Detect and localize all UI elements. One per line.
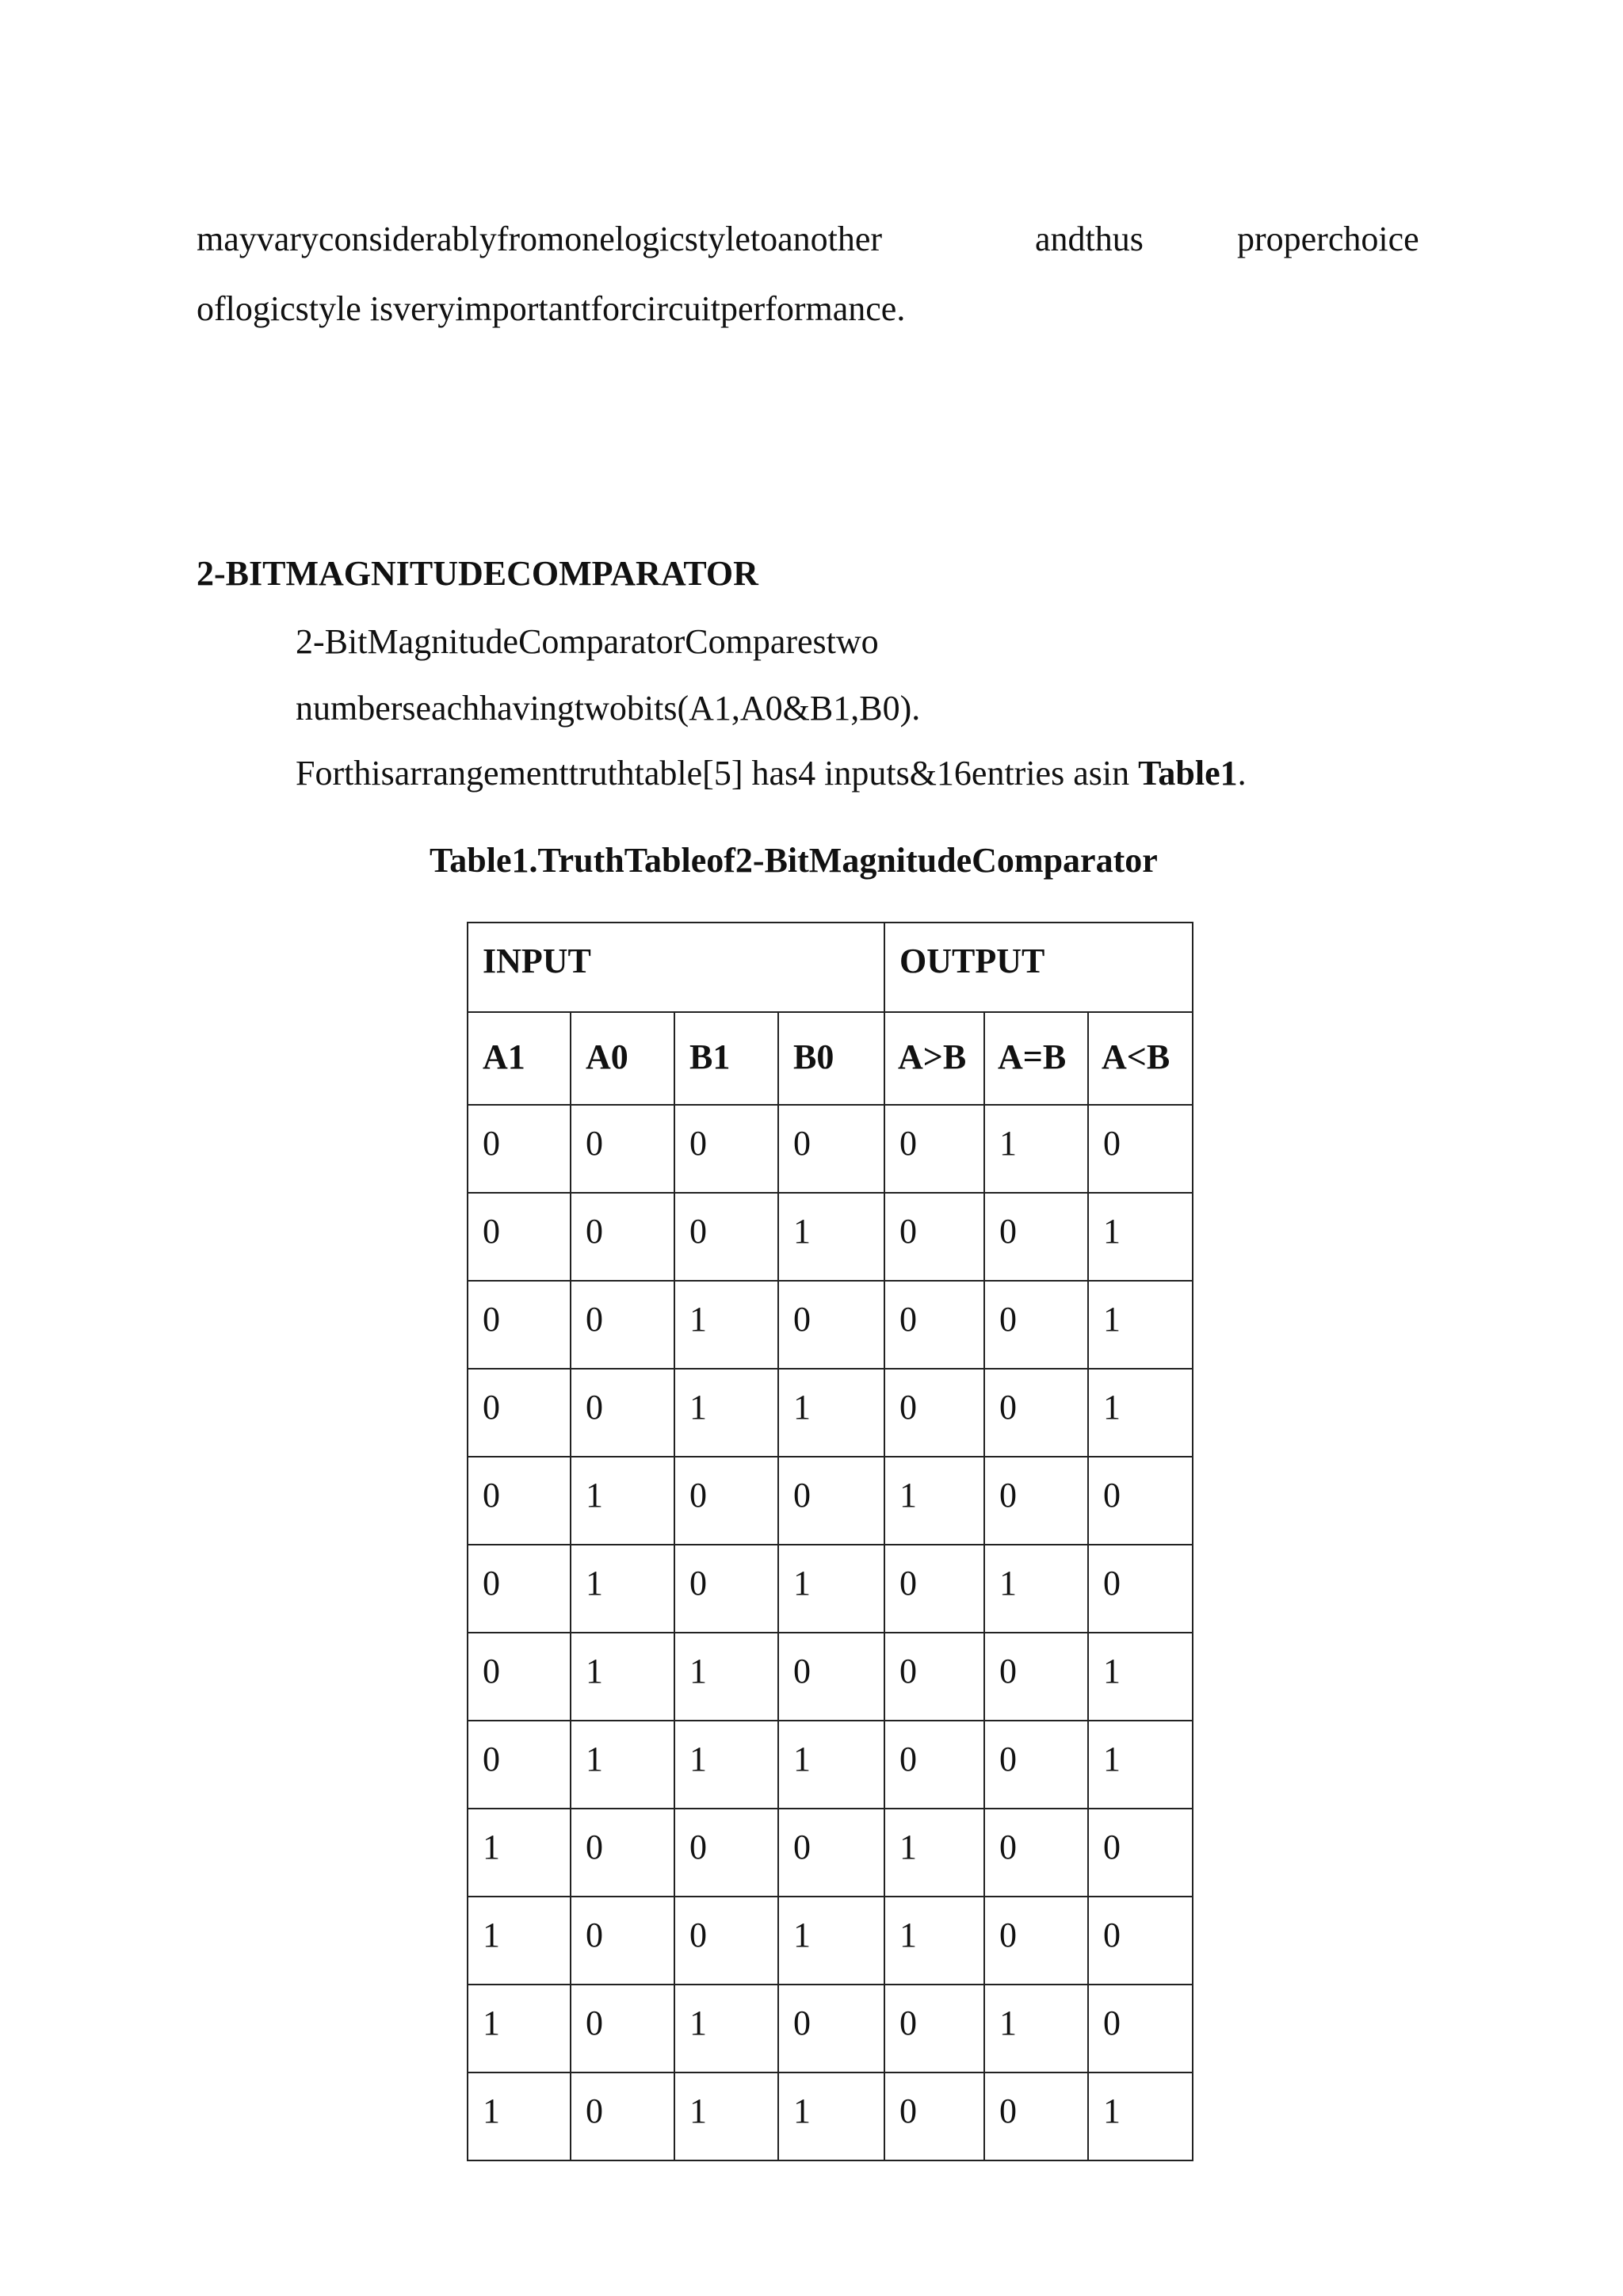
table-row	[468, 1105, 1193, 1193]
table-cell: 0	[984, 1457, 1088, 1545]
column-header-row	[468, 1012, 1193, 1105]
output-group-header: OUTPUT	[884, 923, 1193, 1012]
column-header-a1: A1	[468, 1012, 571, 1105]
table-cell: 0	[984, 1633, 1088, 1721]
table-cell: 0	[674, 1457, 778, 1545]
table-cell: 0	[984, 1281, 1088, 1369]
table-cell: 1	[571, 1721, 674, 1809]
table-cell: 0	[884, 1369, 984, 1457]
table-cell: 0	[571, 1281, 674, 1369]
table-row	[468, 1281, 1193, 1369]
table-cell: 1	[884, 1457, 984, 1545]
table-cell: 0	[778, 1105, 884, 1193]
column-header-b0: B0	[778, 1012, 884, 1105]
paragraph-line-1: 2-BitMagnitudeComparatorComparestwo	[296, 622, 879, 661]
table-cell: 0	[778, 1633, 884, 1721]
table-cell: 1	[674, 1721, 778, 1809]
table-cell: 0	[674, 1897, 778, 1985]
table-cell: 1	[674, 2073, 778, 2160]
paragraph-line-3-end: .	[1237, 754, 1247, 793]
table-cell: 0	[1088, 1457, 1193, 1545]
table-cell: 0	[1088, 1809, 1193, 1897]
table-cell: 1	[884, 1897, 984, 1985]
table-cell: 0	[674, 1193, 778, 1281]
input-group-header: INPUT	[468, 923, 884, 1012]
table-cell: 0	[884, 1985, 984, 2073]
table-cell: 1	[571, 1633, 674, 1721]
table-cell: 0	[468, 1721, 571, 1809]
table-cell: 0	[468, 1193, 571, 1281]
table-cell: 0	[1088, 1985, 1193, 2073]
table-cell: 0	[884, 2073, 984, 2160]
table-cell: 0	[468, 1545, 571, 1633]
group-header-row	[468, 923, 1193, 1012]
intro-text-andthus: andthus	[1035, 220, 1144, 258]
column-header-b1: B1	[674, 1012, 778, 1105]
table-cell: 1	[778, 1897, 884, 1985]
table-cell: 0	[778, 1281, 884, 1369]
table-cell: 1	[984, 1545, 1088, 1633]
table-cell: 0	[984, 1721, 1088, 1809]
table-cell: 0	[468, 1281, 571, 1369]
truth-table	[467, 922, 1193, 2161]
intro-text-line-2: oflogicstyle isveryimportantforcircuitperformance.	[197, 289, 906, 328]
table-cell: 1	[1088, 1721, 1193, 1809]
table-cell: 0	[884, 1193, 984, 1281]
table-cell: 0	[778, 1809, 884, 1897]
table-cell: 1	[674, 1633, 778, 1721]
table-cell: 0	[571, 2073, 674, 2160]
table-row	[468, 1897, 1193, 1985]
table-cell: 0	[984, 1809, 1088, 1897]
column-header-a-greater-b: A>B	[884, 1012, 984, 1105]
table-cell: 0	[571, 1105, 674, 1193]
paragraph-line-2: numberseachhavingtwobits(A1,A0&B1,B0).	[296, 689, 921, 728]
table-cell: 0	[571, 1985, 674, 2073]
table-row	[468, 1809, 1193, 1897]
table-cell: 1	[468, 1985, 571, 2073]
table-cell: 0	[884, 1105, 984, 1193]
table-cell: 0	[674, 1809, 778, 1897]
table-cell: 1	[1088, 1193, 1193, 1281]
table-cell: 0	[884, 1633, 984, 1721]
table-cell: 1	[674, 1281, 778, 1369]
table-cell: 0	[984, 1193, 1088, 1281]
column-header-a-equal-b: A=B	[984, 1012, 1088, 1105]
table-cell: 0	[674, 1105, 778, 1193]
table-row	[468, 1633, 1193, 1721]
table-cell: 0	[468, 1633, 571, 1721]
intro-text-line-1: mayvaryconsiderablyfromonelogicstyletoanother	[197, 220, 883, 258]
table-cell: 0	[778, 1985, 884, 2073]
table-cell: 1	[778, 1545, 884, 1633]
table-cell: 1	[674, 1985, 778, 2073]
table-cell: 1	[674, 1369, 778, 1457]
intro-text-properchoice: properchoice	[1237, 220, 1419, 258]
table-cell: 0	[984, 1897, 1088, 1985]
table-cell: 1	[1088, 1633, 1193, 1721]
table-row	[468, 1369, 1193, 1457]
table-row	[468, 1457, 1193, 1545]
table-cell: 1	[778, 1369, 884, 1457]
column-header-a0: A0	[571, 1012, 674, 1105]
table-cell: 0	[884, 1721, 984, 1809]
table-caption: Table1.TruthTableof2-BitMagnitudeComparator	[430, 841, 1158, 880]
table-cell: 1	[884, 1809, 984, 1897]
table-cell: 0	[571, 1897, 674, 1985]
table-cell: 0	[674, 1545, 778, 1633]
table-cell: 1	[468, 1897, 571, 1985]
table-cell: 1	[468, 1809, 571, 1897]
table-cell: 0	[884, 1281, 984, 1369]
table-cell: 1	[571, 1457, 674, 1545]
table-cell: 1	[571, 1545, 674, 1633]
table-cell: 1	[778, 2073, 884, 2160]
table-cell: 0	[571, 1193, 674, 1281]
table-row	[468, 2073, 1193, 2160]
paragraph-line-3-text: Forthisarrangementtruthtable[5] has4 inputs&16entries asin	[296, 754, 1139, 793]
table-cell: 1	[984, 1985, 1088, 2073]
table-cell: 1	[778, 1721, 884, 1809]
table-cell: 0	[1088, 1105, 1193, 1193]
table-cell: 0	[468, 1457, 571, 1545]
table-cell: 0	[984, 1369, 1088, 1457]
table-cell: 0	[468, 1369, 571, 1457]
table-cell: 1	[1088, 2073, 1193, 2160]
table-cell: 0	[571, 1369, 674, 1457]
table-cell: 0	[571, 1809, 674, 1897]
table-cell: 1	[1088, 1369, 1193, 1457]
table-cell: 0	[468, 1105, 571, 1193]
table-row	[468, 1193, 1193, 1281]
table-cell: 1	[984, 1105, 1088, 1193]
table-cell: 0	[884, 1545, 984, 1633]
table-row	[468, 1985, 1193, 2073]
table-cell: 1	[468, 2073, 571, 2160]
section-heading: 2-BITMAGNITUDECOMPARATOR	[197, 554, 758, 593]
paragraph-line-3	[296, 756, 1247, 791]
table-row	[468, 1721, 1193, 1809]
table-cell: 0	[1088, 1897, 1193, 1985]
table-cell: 0	[778, 1457, 884, 1545]
table-cell: 1	[778, 1193, 884, 1281]
table-cell: 1	[1088, 1281, 1193, 1369]
table-row	[468, 1545, 1193, 1633]
table-cell: 0	[984, 2073, 1088, 2160]
table-reference: Table1	[1138, 754, 1238, 793]
table-cell: 0	[1088, 1545, 1193, 1633]
column-header-a-less-b: A<B	[1088, 1012, 1193, 1105]
